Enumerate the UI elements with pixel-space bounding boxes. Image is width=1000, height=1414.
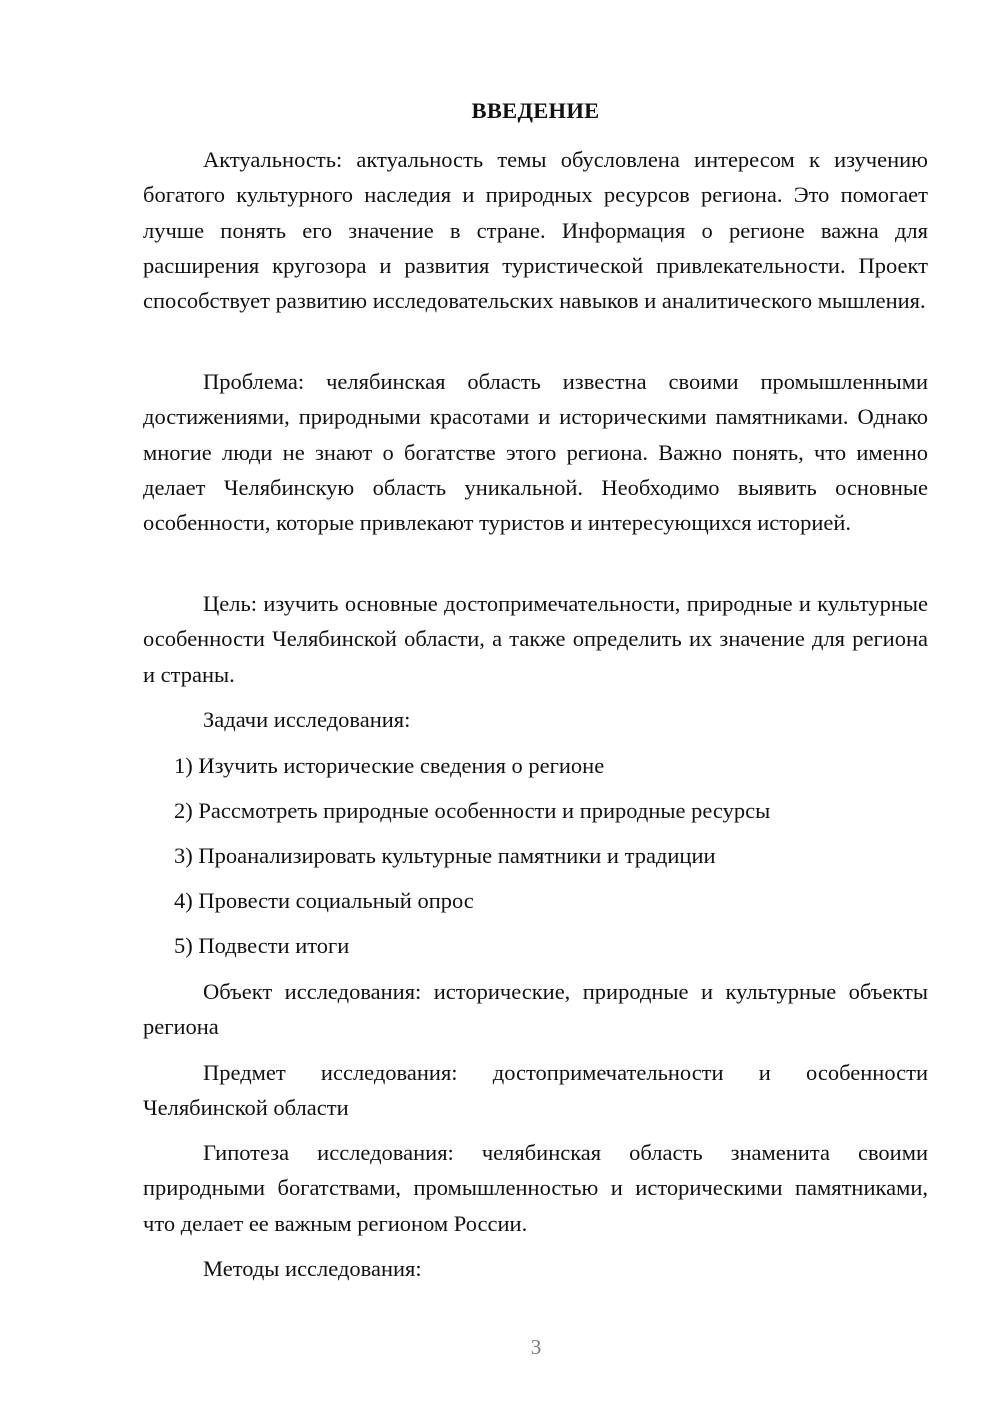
task-item-3: 3) Проанализировать культурные памятники и традиции bbox=[174, 843, 716, 868]
paragraph-relevance: Актуальность: актуальность темы обусловлена интересом к изучению богатого культурного наследия и природных ресурсов региона. Это помогает лучше понять его значение в стране. Информация о регионе важна для расширения кругозора и развития туристической привлекательности. Проект способствует развитию исследовательских навыков и аналитического мышления. bbox=[143, 147, 928, 314]
task-item-1: 1) Изучить исторические сведения о регионе bbox=[174, 753, 605, 778]
paragraph-problem: Проблема: челябинская область известна своими промышленными достижениями, природными красотами и историческими памятниками. Однако многие люди не знают о богатстве этого региона. Важно понять, что именно делает Челябинскую область уникальной. Необходимо выявить основные особенности, которые привлекают туристов и интересующихся историей. bbox=[143, 369, 928, 536]
paragraph-methods: Методы исследования: bbox=[203, 1256, 422, 1281]
tasks-heading: Задачи исследования: bbox=[203, 707, 411, 732]
task-item-5: 5) Подвести итоги bbox=[174, 933, 350, 958]
paragraph-hypothesis: Гипотеза исследования: челябинская область знаменита своими природными богатствами, промышленностью и историческими памятниками, что делает ее важным регионом России. bbox=[143, 1140, 928, 1236]
task-item-4: 4) Провести социальный опрос bbox=[174, 888, 474, 913]
task-item-2: 2) Рассмотреть природные особенности и природные ресурсы bbox=[174, 798, 771, 823]
page-number: 3 bbox=[530, 1335, 542, 1359]
paragraph-object: Объект исследования: исторические, природные и культурные объекты региона bbox=[143, 979, 928, 1040]
paragraph-subject: Предмет исследования: достопримечательности и особенности Челябинской области bbox=[143, 1060, 928, 1121]
page-title: ВВЕДЕНИЕ bbox=[471, 98, 600, 123]
paragraph-goal: Цель: изучить основные достопримечательности, природные и культурные особенности Челябинской области, а также определить их значение для региона и страны. bbox=[143, 591, 928, 687]
